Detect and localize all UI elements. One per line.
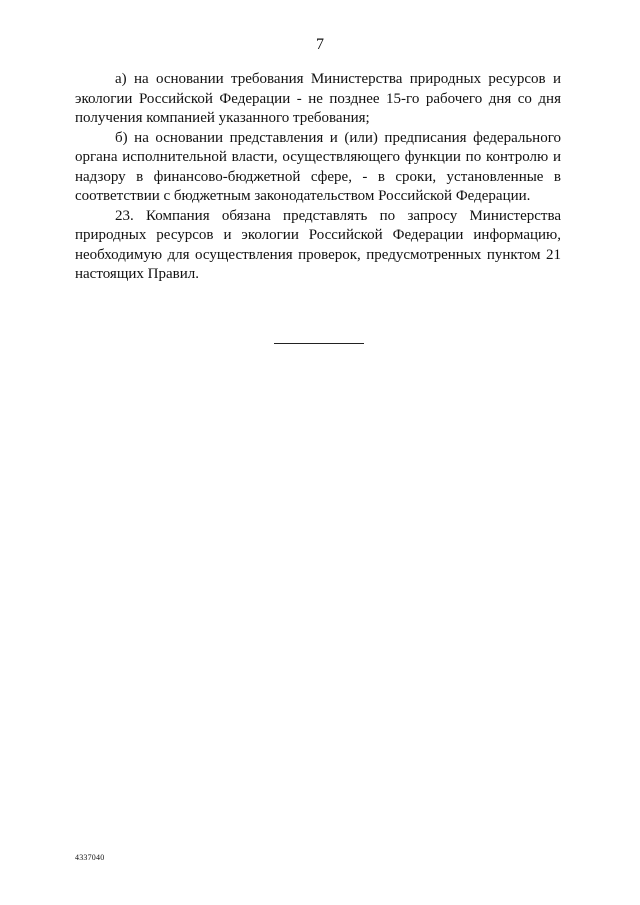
paragraph-a: а) на основании требования Министерства природных ресурсов и экологии Российской Федерации - не позднее 15-го рабочего дня со дня получения компанией указанного требования; — [75, 71, 561, 126]
paragraph-b: б) на основании представления и (или) предписания федерального органа исполнительной власти, осуществляющего функции по контролю и надзору в финансово-бюджетной сфере, - в сроки, установленные в соответствии с бюджетным законодательством Российской Федерации. — [75, 129, 561, 204]
page-number: 7 — [316, 36, 324, 53]
document-code: 4337040 — [75, 853, 105, 862]
paragraph-23: 23. Компания обязана представлять по запросу Министерства природных ресурсов и экологии Российской Федерации информацию, необходимую для осуществления проверок, предусмотренных пунктом 21 настоящих Правил. — [75, 207, 561, 282]
end-of-text-divider — [274, 343, 364, 344]
document-body — [75, 70, 561, 285]
